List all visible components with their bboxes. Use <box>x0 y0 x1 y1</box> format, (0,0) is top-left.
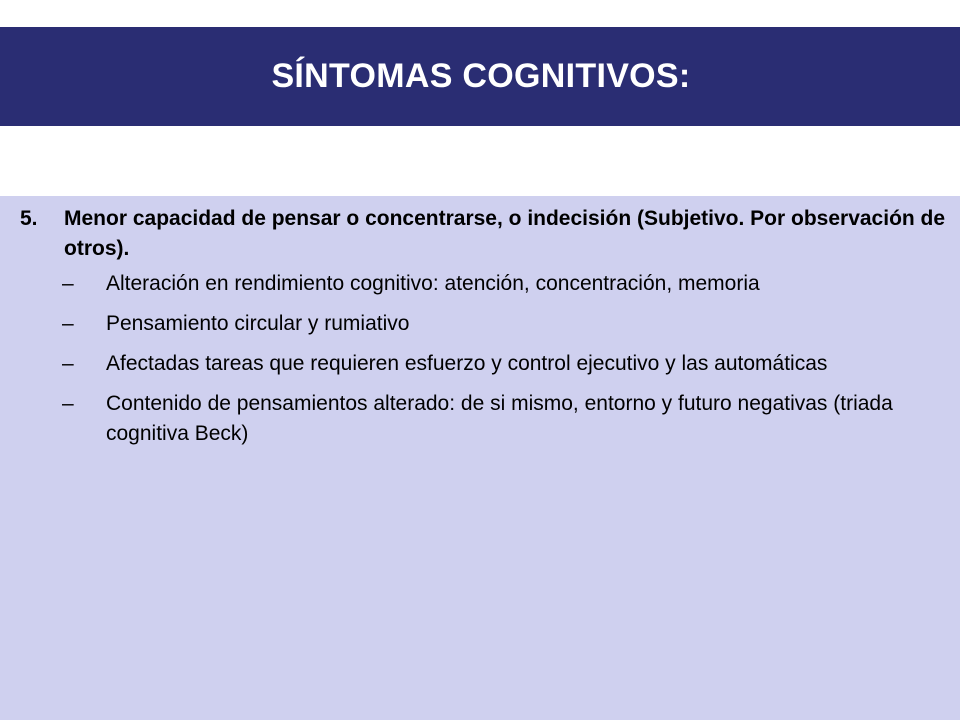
sub-item-text: Contenido de pensamientos alterado: de si mismo, entorno y futuro negativas (triada cognitiva Beck) <box>106 392 893 445</box>
sub-list <box>62 269 947 459</box>
sub-list-item <box>62 389 947 449</box>
dash-marker: – <box>62 352 74 375</box>
sub-list-item <box>62 269 947 299</box>
sub-item-text: Pensamiento circular y rumiativo <box>106 312 410 335</box>
list-item-text: Menor capacidad de pensar o concentrarse, o indecisión (Subjetivo. Por observación de otros). <box>64 207 946 260</box>
content-area <box>0 196 960 720</box>
list-item-number: 5. <box>20 207 38 230</box>
sub-item-text: Afectadas tareas que requieren esfuerzo y control ejecutivo y las automáticas <box>106 352 828 375</box>
dash-marker: – <box>62 272 74 295</box>
sub-item-text: Alteración en rendimiento cognitivo: atención, concentración, memoria <box>106 272 760 295</box>
dash-marker: – <box>62 392 74 415</box>
sub-list-item <box>62 309 947 339</box>
dash-marker: – <box>62 312 74 335</box>
slide-title: SÍNTOMAS COGNITIVOS: <box>271 57 691 95</box>
main-list-item <box>20 204 950 264</box>
title-bar <box>0 27 960 126</box>
sub-list-item <box>62 349 947 379</box>
